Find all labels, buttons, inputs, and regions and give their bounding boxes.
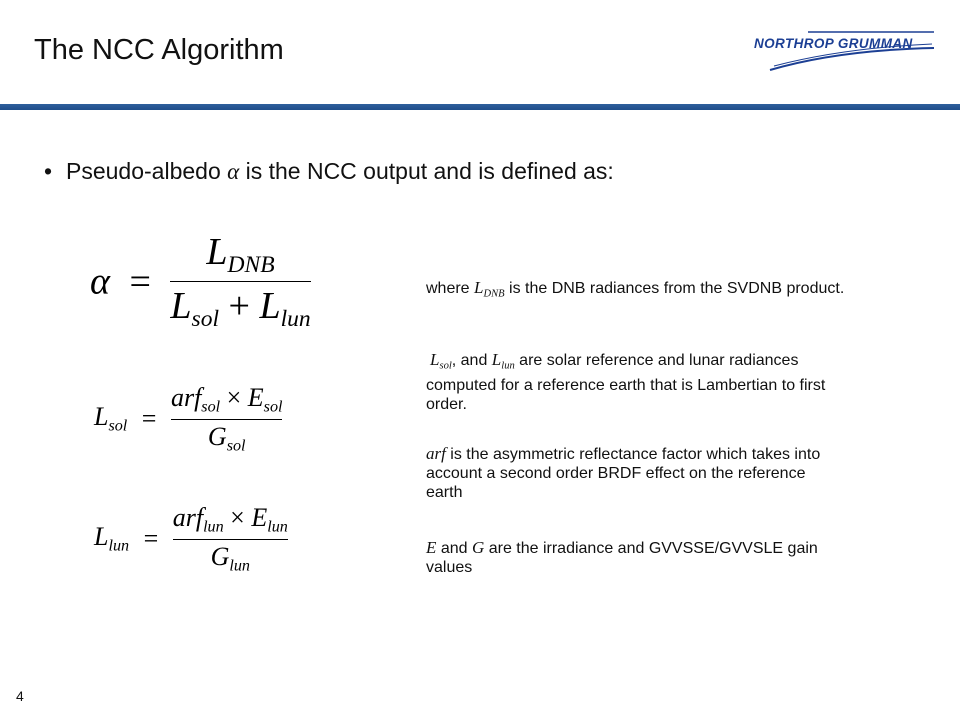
- equation-albedo: [90, 230, 311, 333]
- eq-lsol-equals: =: [141, 404, 157, 434]
- eq-albedo-fraction: [170, 230, 310, 333]
- description-arf: arf is the asymmetric reflectance factor which takes into account a second order BRDF effect on the reference earth: [426, 444, 821, 501]
- logo-swoosh-icon: [748, 26, 938, 76]
- page-number: 4: [16, 688, 24, 704]
- bullet-text-after: is the NCC output and is defined as:: [239, 158, 614, 184]
- eq-llun-fraction: [173, 503, 288, 575]
- bullet-definition: [44, 158, 614, 185]
- header-divider: [0, 104, 960, 110]
- equation-l-sol: [94, 383, 282, 455]
- eq-albedo-equals: =: [129, 260, 151, 303]
- description-e-g: E and G are the irradiance and GVVSSE/GVVSLE gain values: [426, 538, 818, 576]
- eq-llun-numerator: $arf_{lun} \times E_{lun}$: [172, 503, 288, 536]
- eq-lsol-fraction-bar: [171, 419, 283, 420]
- bullet-dot-icon: •: [44, 158, 53, 184]
- eq-llun-denominator: $G_{lun}$: [210, 541, 250, 575]
- eq-lsol-lhs: $L_{sol}$: [94, 402, 128, 435]
- eq-lsol-denominator: $G_{sol}$: [207, 421, 246, 455]
- logo-text: NORTHROP GRUMMAN: [754, 36, 913, 51]
- slide-title: The NCC Algorithm: [34, 34, 284, 66]
- alpha-symbol: α: [227, 159, 240, 184]
- northrop-grumman-logo: [748, 26, 938, 76]
- eq-llun-equals: =: [143, 524, 159, 554]
- eq-albedo-fraction-bar: [170, 281, 310, 282]
- bullet-text-before: Pseudo-albedo: [66, 158, 228, 184]
- eq-albedo-denominator: $L_{sol} + L_{lun}$: [170, 285, 311, 333]
- eq-lsol-fraction: [171, 383, 283, 455]
- eq-lsol-numerator: $arf_{sol} \times E_{sol}$: [170, 383, 283, 416]
- description-l-dnb: where $L_{DNB}$ is the DNB radiances from the SVDNB product.: [426, 278, 845, 300]
- description-l-sol-lun: $L_{sol}$, and $L_{lun}$ are solar reference and lunar radiances computed for a reference earth that is Lambertian to first order.: [426, 350, 826, 413]
- equation-l-lun: [94, 503, 288, 575]
- eq-albedo-lhs: α: [90, 260, 110, 303]
- eq-llun-lhs: $L_{lun}$: [94, 522, 130, 555]
- eq-albedo-numerator: $L_{DNB}$: [206, 231, 275, 279]
- eq-llun-fraction-bar: [173, 539, 288, 540]
